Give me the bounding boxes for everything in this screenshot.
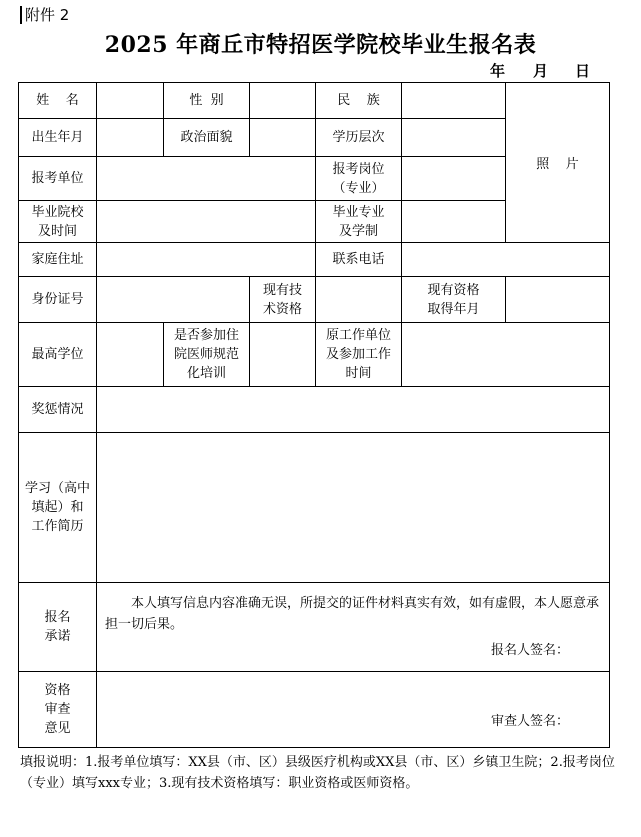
label-qual-year: 现有资格 取得年月 (402, 277, 506, 323)
filling-instructions: 填报说明：1.报考单位填写：XX县（市、区）县级医疗机构或XX县（市、区）乡镇卫生院；2.报考岗位（专业）填写xxx专业；3.现有技术资格填写：职业资格或医师资格。 (20, 755, 615, 791)
address-field[interactable] (97, 243, 316, 277)
qual-year-field[interactable] (506, 277, 610, 323)
label-birth: 出生年月 (19, 119, 97, 157)
id-field[interactable] (97, 277, 250, 323)
politics-field[interactable] (250, 119, 316, 157)
date-year: 年 (490, 62, 506, 80)
label-school: 毕业院校 及时间 (19, 201, 97, 243)
label-gender: 性 别 (164, 83, 250, 119)
label-unit: 报考单位 (19, 157, 97, 201)
annex-label: 附件 2 (20, 6, 69, 24)
label-degree: 最高学位 (19, 323, 97, 387)
label-tech-title: 现有技 术资格 (250, 277, 316, 323)
applicant-signature-label: 报名人签名： (490, 643, 569, 658)
review-box[interactable] (97, 672, 610, 748)
residency-field[interactable] (250, 323, 316, 387)
photo-box[interactable] (506, 83, 610, 243)
label-phone: 联系电话 (316, 243, 402, 277)
phone-field[interactable] (402, 243, 610, 277)
ethnicity-field[interactable] (402, 83, 506, 119)
label-address: 家庭住址 (19, 243, 97, 277)
label-position: 报考岗位 （专业） (316, 157, 402, 201)
label-photo: 照 片 (536, 157, 579, 172)
label-ethnicity: 民 族 (316, 83, 402, 119)
label-name: 姓 名 (19, 83, 97, 119)
registration-form-table (18, 82, 610, 748)
label-awards: 奖惩情况 (19, 387, 97, 433)
tech-title-field[interactable] (316, 277, 402, 323)
awards-field[interactable] (97, 387, 610, 433)
label-education-level: 学历层次 (316, 119, 402, 157)
major-field[interactable] (402, 201, 506, 243)
label-pledge: 报名 承诺 (19, 583, 97, 672)
label-politics: 政治面貌 (164, 119, 250, 157)
prev-work-field[interactable] (402, 323, 610, 387)
education-level-field[interactable] (402, 119, 506, 157)
date-month: 月 (533, 62, 549, 80)
degree-field[interactable] (97, 323, 164, 387)
reviewer-signature-label: 审查人签名： (490, 714, 569, 729)
label-resume: 学习（高中 填起）和 工作简历 (19, 433, 97, 583)
label-residency: 是否参加住 院医师规范 化培训 (164, 323, 250, 387)
position-field[interactable] (402, 157, 506, 201)
birth-field[interactable] (97, 119, 164, 157)
date-day: 日 (575, 62, 591, 80)
pledge-text: 本人填写信息内容准确无误，所提交的证件材料真实有效，如有虚假，本人愿意承担一切后果。 (105, 596, 600, 632)
form-title: 2025 年商丘市特招医学院校毕业生报名表 (104, 32, 537, 58)
name-field[interactable] (97, 83, 164, 119)
label-prev-work: 原工作单位 及参加工作 时间 (316, 323, 402, 387)
unit-field[interactable] (97, 157, 316, 201)
school-field[interactable] (97, 201, 316, 243)
resume-field[interactable] (97, 433, 610, 583)
label-id: 身份证号 (19, 277, 97, 323)
gender-field[interactable] (250, 83, 316, 119)
pledge-box (97, 583, 610, 672)
label-review: 资格 审查 意见 (19, 672, 97, 748)
label-major: 毕业专业 及学制 (316, 201, 402, 243)
